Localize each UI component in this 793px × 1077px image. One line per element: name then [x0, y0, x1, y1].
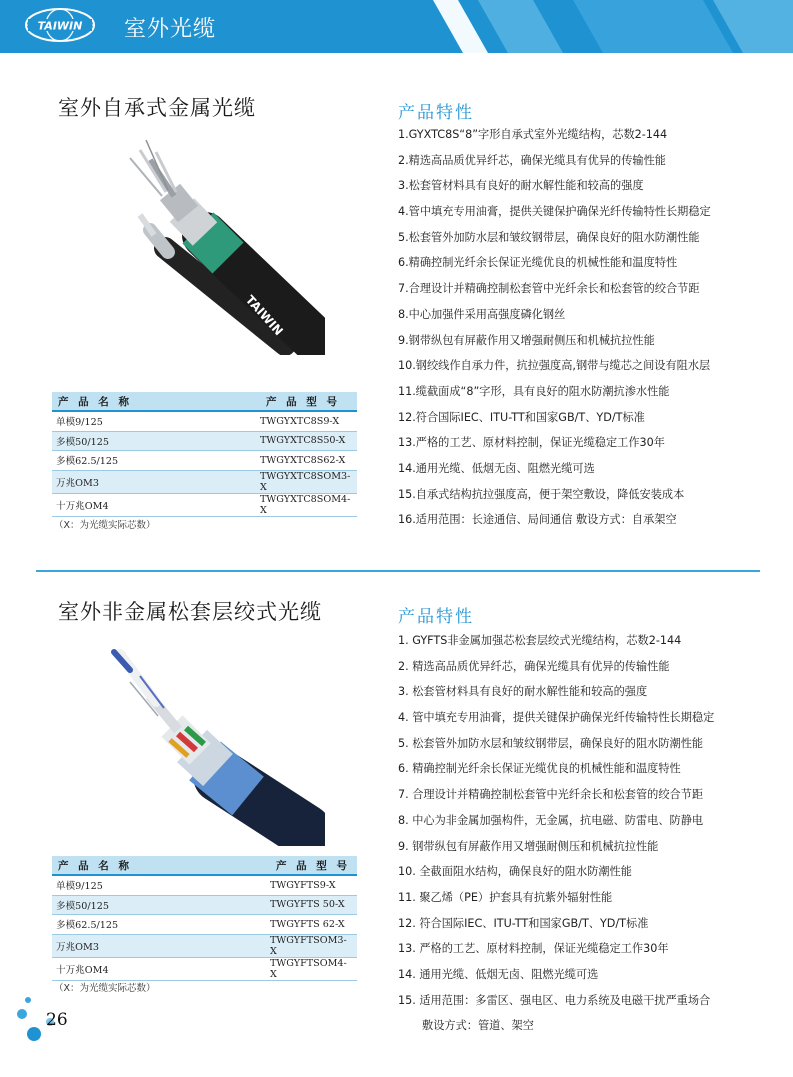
- feature-item: 5. 松套管外加防水层和皱纹钢带层，确保良好的阻水防潮性能: [398, 736, 704, 750]
- table-header-name: 产 品 名 称: [52, 392, 260, 411]
- feature-item: 1. GYFTS非金属加强芯松套层绞式光缆结构，芯数2-144: [398, 634, 682, 647]
- row-model: TWGYXTC8S9-X: [260, 411, 357, 431]
- feature-item: 10. 全截面阻水结构，确保良好的阻水防潮性能: [398, 865, 632, 879]
- feature-item: 14.通用光缆、低烟无卤、阻燃光缆可选: [398, 461, 595, 475]
- row-model: TWGYFTSOM3-X: [270, 934, 357, 957]
- row-model: TWGYFTSOM4-X: [270, 957, 357, 980]
- feature-item: 7.合理设计并精确控制松套管中光纤余长和松套管的绞合节距: [398, 282, 700, 296]
- header-stripes: [373, 0, 793, 53]
- row-model: TWGYXTC8S50-X: [260, 431, 357, 451]
- table-row: [52, 895, 357, 915]
- feature-item: 7. 合理设计并精确控制松套管中光纤余长和松套管的绞合节距: [398, 788, 704, 802]
- row-model: TWGYFTS 62-X: [270, 915, 357, 935]
- feature-item: 4.管中填充专用油膏，提供关键保护确保光纤传输特性长期稳定: [398, 205, 711, 219]
- section-divider: [36, 570, 760, 572]
- row-name: 多模62.5/125: [52, 915, 270, 935]
- features-title: 产品特性: [398, 607, 474, 627]
- row-model: TWGYXTC8SOM4-X: [260, 493, 357, 516]
- feature-item: 9. 钢带纵包有屏蔽作用又增强耐侧压和机械抗拉性能: [398, 839, 659, 853]
- feature-item: 11.缆截面成“8”字形，具有良好的阻水防潮抗渗水性能: [398, 384, 670, 398]
- svg-text:TAIWIN: TAIWIN: [37, 19, 83, 33]
- table-note: （X：为光缆实际芯数）: [54, 983, 156, 994]
- row-name: 十万兆OM4: [52, 957, 270, 980]
- features-list-2: [398, 632, 714, 1043]
- page-number: 26: [46, 1010, 68, 1030]
- table-row: [52, 431, 357, 451]
- row-model: TWGYXTC8S62-X: [260, 451, 357, 471]
- features-title: 产品特性: [398, 103, 474, 123]
- table-row: [52, 470, 357, 493]
- table-header-model: 产 品 型 号: [260, 392, 357, 411]
- table-row: [52, 957, 357, 980]
- row-name: 多模50/125: [52, 431, 260, 451]
- feature-item: 5.松套管外加防水层和皱纹钢带层，确保良好的阻水防潮性能: [398, 230, 700, 244]
- table-row: [52, 411, 357, 431]
- section1-title: 室外自承式金属光缆: [58, 96, 256, 120]
- feature-item: 15.自承式结构抗拉强度高，便于架空敷设，降低安装成本: [398, 487, 685, 501]
- cable-image-gyfts: [100, 636, 325, 846]
- row-name: 单模9/125: [52, 411, 260, 431]
- row-name: 多模62.5/125: [52, 451, 260, 471]
- row-model: TWGYFTS9-X: [270, 875, 357, 895]
- feature-item-continued: [398, 1017, 714, 1043]
- feature-item: 8.中心加强件采用高强度磷化钢丝: [398, 307, 566, 321]
- product-table-1: [52, 392, 357, 517]
- cable-image-gyxtc8s: [110, 130, 325, 355]
- feature-item: 6. 精确控制光纤余长保证光缆优良的机械性能和温度特性: [398, 762, 681, 776]
- table-row: [52, 493, 357, 516]
- feature-item: 15. 适用范围：多雷区、强电区、电力系统及电磁干扰严重场合: [398, 993, 711, 1007]
- feature-item: 3.松套管材料具有良好的耐水解性能和较高的强度: [398, 179, 644, 193]
- table-row: [52, 451, 357, 471]
- row-name: 单模9/125: [52, 875, 270, 895]
- table-row: [52, 875, 357, 895]
- feature-item: 2.精选高品质优异纤芯，确保光缆具有优异的传输性能: [398, 153, 666, 167]
- feature-item: 13.严格的工艺、原材料控制，保证光缆稳定工作30年: [398, 436, 665, 450]
- feature-item: 14. 通用光缆、低烟无卤、阻燃光缆可选: [398, 967, 599, 981]
- row-model: TWGYFTS 50-X: [270, 895, 357, 915]
- feature-item: 16.适用范围：长途通信、局间通信 敷设方式：自承架空: [398, 513, 677, 527]
- table-header-name: 产 品 名 称: [52, 856, 270, 875]
- row-model: TWGYXTC8SOM3-X: [260, 470, 357, 493]
- feature-item: 11. 聚乙烯（PE）护套具有抗紫外辐射性能: [398, 890, 613, 904]
- table-row: [52, 915, 357, 935]
- table-row: [52, 934, 357, 957]
- feature-item: 4. 管中填充专用油膏，提供关键保护确保光纤传输特性长期稳定: [398, 711, 715, 725]
- section2-title: 室外非金属松套层绞式光缆: [58, 600, 322, 624]
- feature-item: 2. 精选高品质优异纤芯，确保光缆具有优异的传输性能: [398, 659, 670, 673]
- feature-item: 1.GYXTC8S“8”字形自承式室外光缆结构，芯数2-144: [398, 128, 668, 141]
- row-name: 万兆OM3: [52, 470, 260, 493]
- features-list-1: [398, 126, 711, 537]
- row-name: 万兆OM3: [52, 934, 270, 957]
- feature-item: 8. 中心为非金属加强构件，无金属，抗电磁、防雷电、防静电: [398, 813, 704, 827]
- feature-item: 12.符合国际IEC、ITU-TT和国家GB/T、YD/T标准: [398, 410, 645, 424]
- product-table-2: [52, 856, 357, 981]
- header-title: 室外光缆: [124, 17, 217, 42]
- table-header-model: 产 品 型 号: [270, 856, 357, 875]
- feature-item: 3. 松套管材料具有良好的耐水解性能和较高的强度: [398, 685, 648, 699]
- feature-item-continued-text: 敷设方式：管道、架空: [422, 1019, 534, 1033]
- header-bar: [0, 0, 793, 53]
- taiwin-logo: [22, 8, 98, 42]
- feature-item: 6.精确控制光纤余长保证光缆优良的机械性能和温度特性: [398, 256, 678, 270]
- feature-item: 13. 严格的工艺、原材料控制，保证光缆稳定工作30年: [398, 942, 669, 956]
- row-name: 多模50/125: [52, 895, 270, 915]
- svg-text:TAIWIN: TAIWIN: [242, 292, 286, 339]
- feature-item: 10.钢绞线作自承力件，抗拉强度高,钢带与缆芯之间设有阻水层: [398, 359, 711, 373]
- feature-item: 9.钢带纵包有屏蔽作用又增强耐侧压和机械抗拉性能: [398, 333, 655, 347]
- feature-item: 12. 符合国际IEC、ITU-TT和国家GB/T、YD/T标准: [398, 916, 649, 930]
- table-note: （X：为光缆实际芯数）: [54, 520, 156, 531]
- row-name: 十万兆OM4: [52, 493, 260, 516]
